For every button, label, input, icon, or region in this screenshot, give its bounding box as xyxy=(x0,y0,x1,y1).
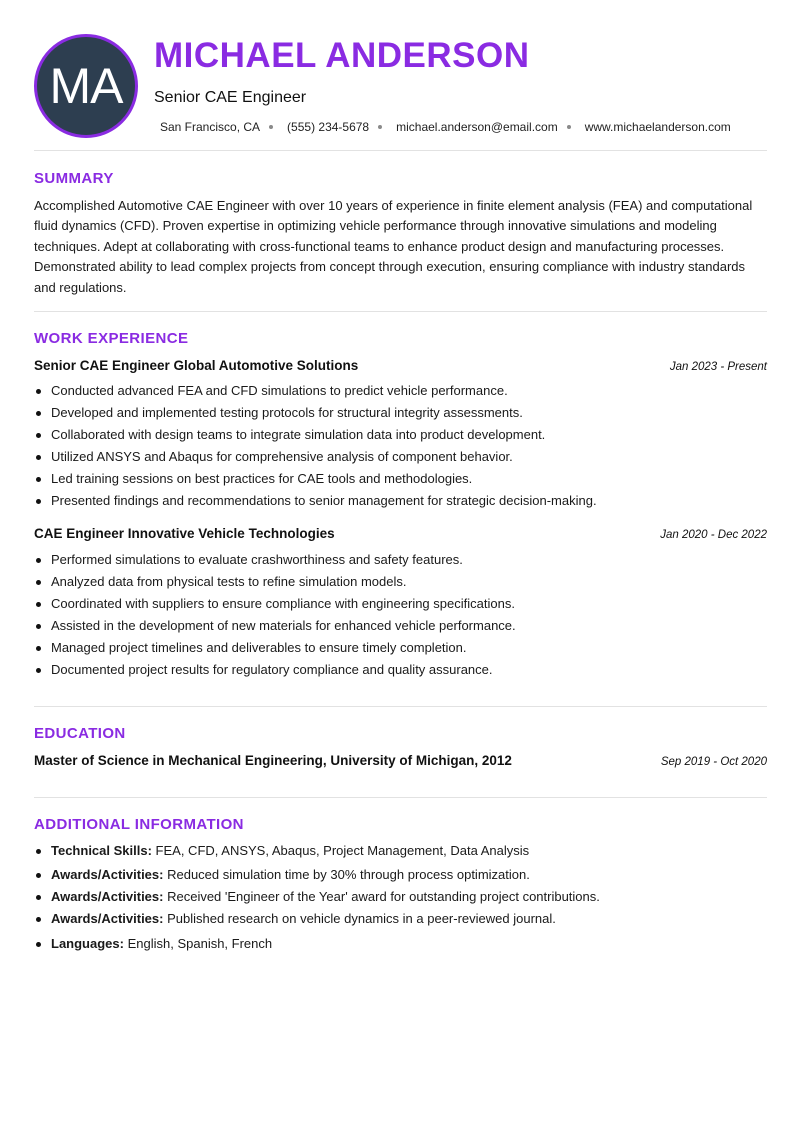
education-dates: Sep 2019 - Oct 2020 xyxy=(660,756,767,768)
avatar xyxy=(34,34,138,138)
item-value: Received 'Engineer of the Year' award for outstanding project contributions. xyxy=(167,889,600,905)
item-label: Technical Skills: xyxy=(51,843,152,858)
job-bullets xyxy=(34,380,597,513)
additional-list xyxy=(34,840,600,955)
list-item: Coordinated with suppliers to ensure compliance with engineering specifications. xyxy=(34,593,516,615)
additional-heading: ADDITIONAL INFORMATION xyxy=(34,816,244,833)
job-dates: Jan 2023 - Present xyxy=(669,361,767,373)
contact-line xyxy=(160,120,731,134)
divider xyxy=(34,311,767,312)
job-bullets xyxy=(34,549,516,682)
job-role: CAE Engineer Innovative Vehicle Technologies xyxy=(34,526,335,541)
list-item: Presented findings and recommendations to senior management for strategic decision-making. xyxy=(34,490,597,512)
divider xyxy=(34,706,767,707)
job-header xyxy=(34,358,767,373)
list-item: Analyzed data from physical tests to refine simulation models. xyxy=(34,571,516,593)
avatar-initials: MA xyxy=(49,58,123,114)
contact-email[interactable]: michael.anderson@email.com xyxy=(396,120,558,134)
item-value: English, Spanish, French xyxy=(127,936,273,952)
education-entry xyxy=(34,753,767,768)
list-item: Conducted advanced FEA and CFD simulations to predict vehicle performance. xyxy=(34,380,597,402)
degree: Master of Science in Mechanical Engineering, University of Michigan, 2012 xyxy=(34,753,512,768)
list-item: Managed project timelines and deliverables to ensure timely completion. xyxy=(34,637,516,659)
item-value: FEA, CFD, ANSYS, Abaqus, Project Management, Data Analysis xyxy=(155,843,530,858)
list-item xyxy=(34,908,600,933)
summary-text: Accomplished Automotive CAE Engineer with over 10 years of experience in finite element analysis (FEA) and computational fluid dynamics (CFD). Proven expertise in optimizing vehicle performance through innovative simulations and modeling techniques. Adept at collaborating with cross-functional teams to enhance product design and manufacturing processes. Demonstrated ability to lead complex projects from concept through execution, ensuring compliance with industry standards and regulations. xyxy=(34,198,753,295)
job-role: Senior CAE Engineer Global Automotive Solutions xyxy=(34,358,359,373)
item-label: Languages: xyxy=(51,936,124,952)
list-item: Led training sessions on best practices for CAE tools and methodologies. xyxy=(34,468,597,490)
list-item: Documented project results for regulatory compliance and quality assurance. xyxy=(34,659,516,681)
item-value: Published research on vehicle dynamics in a peer-reviewed journal. xyxy=(167,911,556,927)
item-label: Awards/Activities: xyxy=(51,911,164,927)
list-item xyxy=(34,886,600,908)
summary-heading: SUMMARY xyxy=(34,170,114,187)
job-dates: Jan 2020 - Dec 2022 xyxy=(660,529,767,541)
list-item: Performed simulations to evaluate crashworthiness and safety features. xyxy=(34,549,516,571)
candidate-name: MICHAEL ANDERSON xyxy=(154,36,530,75)
divider xyxy=(34,797,767,798)
separator-dot xyxy=(269,125,273,129)
list-item xyxy=(34,864,600,886)
contact-website[interactable]: www.michaelanderson.com xyxy=(584,120,731,134)
item-value: Reduced simulation time by 30% through process optimization. xyxy=(167,867,530,882)
experience-heading: WORK EXPERIENCE xyxy=(34,330,189,347)
list-item xyxy=(34,840,600,864)
separator-dot xyxy=(378,125,382,129)
contact-phone: (555) 234-5678 xyxy=(287,120,370,134)
job-title: Senior CAE Engineer xyxy=(154,89,307,106)
separator-dot xyxy=(567,125,571,129)
item-label: Awards/Activities: xyxy=(51,889,164,905)
list-item: Collaborated with design teams to integrate simulation data into product development. xyxy=(34,424,597,446)
list-item: Developed and implemented testing protocols for structural integrity assessments. xyxy=(34,402,597,424)
job-header xyxy=(34,526,767,541)
list-item: Utilized ANSYS and Abaqus for comprehensive analysis of component behavior. xyxy=(34,446,597,468)
education-heading: EDUCATION xyxy=(34,725,126,742)
list-item xyxy=(34,933,600,955)
divider xyxy=(34,150,767,151)
item-label: Awards/Activities: xyxy=(51,867,164,882)
contact-location: San Francisco, CA xyxy=(160,120,261,134)
list-item: Assisted in the development of new materials for enhanced vehicle performance. xyxy=(34,615,516,637)
